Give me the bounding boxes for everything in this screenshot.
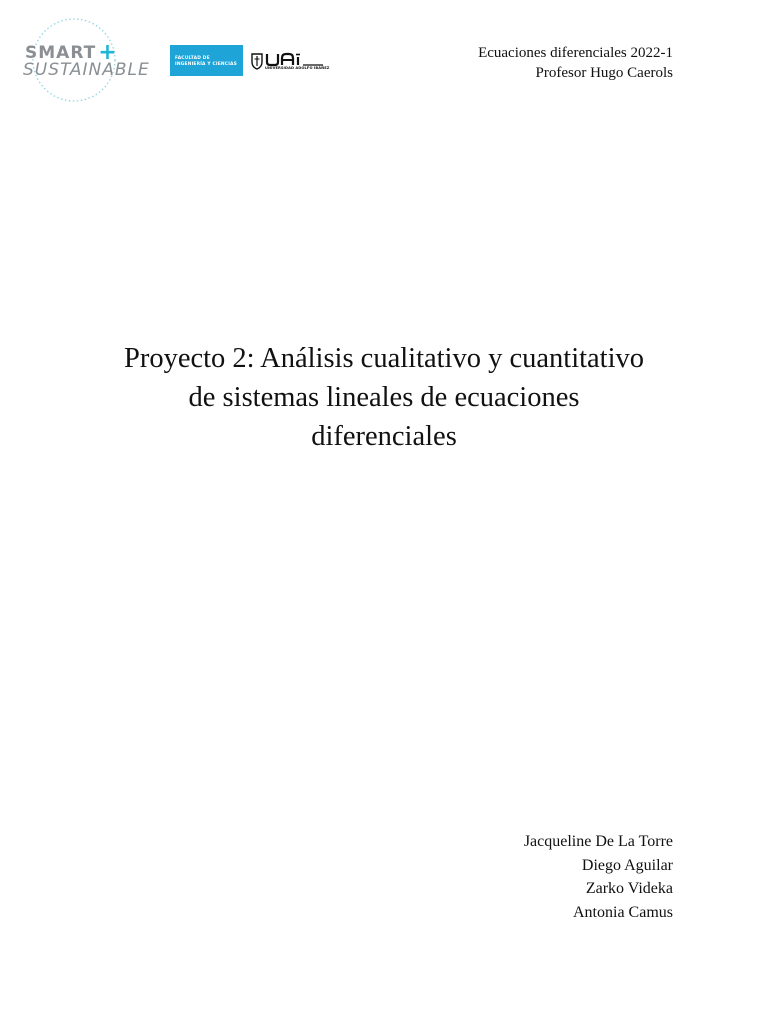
sustainable-logo-text: SUSTAINABLE [23,60,150,80]
faculty-logo-line1: FACULTAD DE [175,56,210,61]
faculty-logo-line2: INGENIERÍA Y CIENCIAS [175,62,238,67]
author-name: Diego Aguilar [581,856,673,874]
faculty-logo [170,45,243,76]
smart-sustainable-logo [20,16,150,104]
header-info [478,43,673,83]
document-title [84,339,684,456]
smart-logo-text: SMART+ [25,40,118,65]
professor-name: Profesor Hugo Caerols [535,65,673,81]
title-line-3: diferenciales [311,421,457,452]
uai-logo [251,52,330,72]
author-name: Zarko Videka [585,880,673,897]
author-name: Jacqueline De La Torre [523,833,673,850]
author-name: Antonia Camus [573,903,673,921]
author-list [524,830,673,924]
uai-logo-subtitle: UNIVERSIDAD ADOLFO IBÁÑEZ [265,66,330,70]
course-name: Ecuaciones diferenciales 2022-1 [478,45,673,61]
smart-plus-icon: + [98,40,118,65]
title-line-2: de sistemas lineales de ecuaciones [188,382,580,413]
title-line-1: Proyecto 2: Análisis cualitativo y cuantitativo [123,343,645,374]
